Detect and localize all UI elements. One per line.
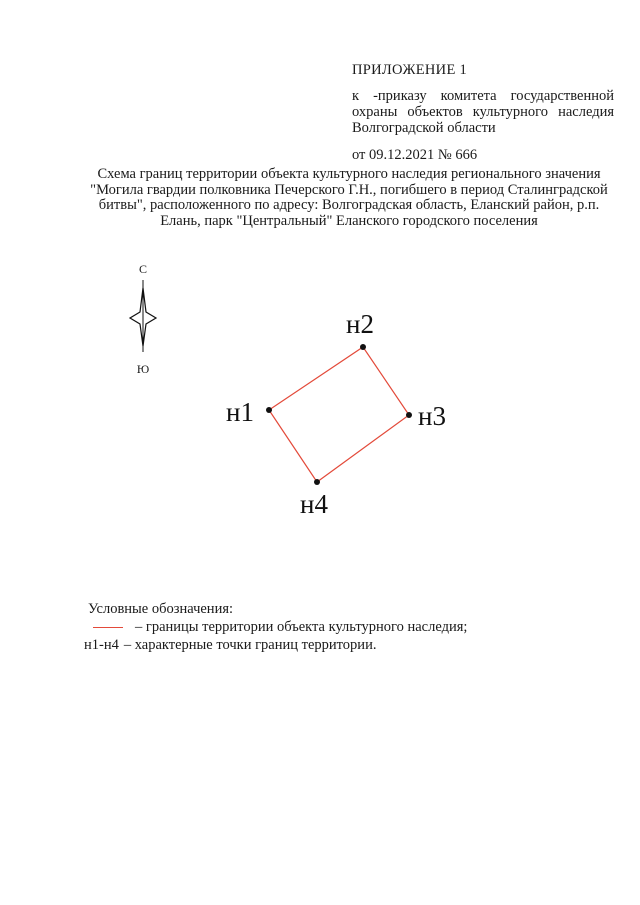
point-n2-marker bbox=[360, 344, 366, 350]
point-n1-marker bbox=[266, 407, 272, 413]
point-n2-label: н2 bbox=[346, 309, 374, 339]
point-n3-marker bbox=[406, 412, 412, 418]
appendix-date: от 09.12.2021 № 666 bbox=[352, 147, 478, 163]
boundary-line-sample bbox=[93, 627, 123, 628]
point-n1-label: н1 bbox=[226, 397, 254, 427]
appendix-title: ПРИЛОЖЕНИЕ 1 bbox=[352, 62, 468, 78]
appendix-block bbox=[352, 62, 614, 163]
legend bbox=[84, 600, 468, 654]
compass-rose bbox=[118, 262, 168, 380]
legend-boundary-text: – границы территории объекта культурного наследия; bbox=[135, 619, 468, 635]
point-n3-label: н3 bbox=[418, 401, 446, 431]
legend-points-row bbox=[84, 636, 467, 654]
appendix-order-text: к -приказу комитета государственной охраны объектов культурного наследия Волгоградской области bbox=[352, 88, 614, 136]
compass-south-label: Ю bbox=[136, 362, 150, 376]
compass-north-label: С bbox=[138, 262, 147, 276]
point-n4-label: н4 bbox=[300, 489, 328, 519]
boundary-polygon bbox=[269, 347, 409, 482]
legend-points-code: н1-н4 bbox=[84, 637, 119, 653]
point-n4-marker bbox=[314, 479, 320, 485]
legend-title: Условные обозначения: bbox=[88, 601, 234, 617]
scheme-heading: Схема границ территории объекта культурного наследия регионального значения "Могила гвардии полковника Печерского Г.Н., погибшего в период Сталинградской битвы", расположенного по адресу: Волгоградская область, Еланский район, р.п. Елань, парк "Центральный" Еланского городского поселения bbox=[90, 166, 608, 229]
legend-points-text: – характерные точки границ территории. bbox=[123, 637, 377, 653]
legend-boundary-row bbox=[88, 618, 467, 636]
